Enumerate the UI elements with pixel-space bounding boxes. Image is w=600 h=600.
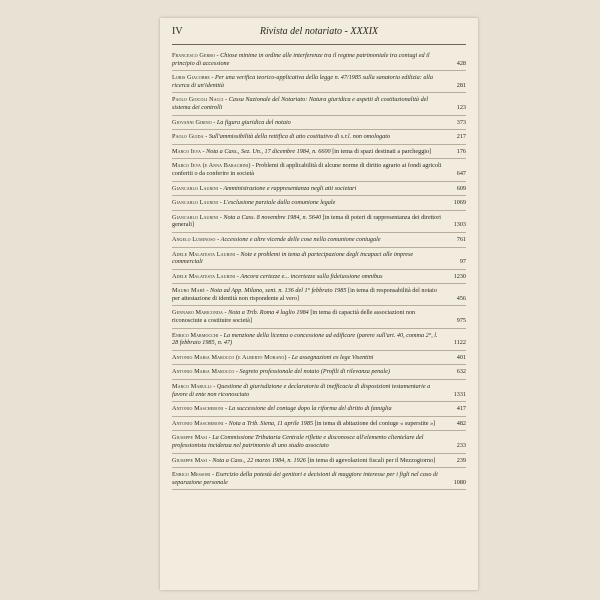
index-entry: Gennaro Mariconda - Nota a Trib. Roma 4 luglio 1984 [in tema di capacità delle associazioni non riconosciute a costituire società] 975 (172, 309, 466, 325)
entry-separator (172, 350, 466, 351)
entry-title: Nota a Trib. Roma 4 luglio 1984 (228, 309, 309, 317)
entry-page-number: 401 (456, 353, 466, 361)
header-rule (172, 44, 466, 45)
index-entry: Giancarlo Laurini - L'esclusione parziale dalla comunione legale 1069 (172, 199, 466, 207)
entry-title: La successione del coniuge dopo la riforma del diritto di famiglia (228, 405, 392, 413)
entry-separator (172, 364, 466, 365)
index-entry: Giuseppe Masi - La Commissione Tributaria Centrale riflette e disconosce all'elemento clientelare del professionista incidenza nel patrimonio di uno studio associato 233 (172, 434, 466, 449)
entry-title: Nota a Trib. Siena, 11 aprile 1985 (228, 419, 314, 427)
entry-author: Antonio Maria Marocco (172, 368, 235, 376)
index-entry: Giovanni Girino - La figura giuridica del notaio 373 (172, 118, 466, 126)
index-entry: Mauro Maré - Nota ad App. Milano, sent. n. 136 del 1° febbraio 1985 [in tema di responsabilità del notaio per attestazione di identità non rispondente al vero] 456 (172, 287, 466, 302)
entry-title: Nota ad App. Milano, sent. n. 136 del 1° febbraio 1985 (210, 287, 347, 295)
entry-author: Marco Marulli (172, 383, 212, 391)
entry-author: Adele Malatesta Laurini (172, 272, 236, 280)
entry-page-number: 428 (456, 59, 466, 67)
entry-note: [in tema di responsabilità del notaio per attestazione di identità non rispondente al vero] (172, 287, 437, 302)
index-entry: Antonio Mascheroni - La successione del coniuge dopo la riforma del diritto di famiglia 417 (172, 405, 466, 413)
entry-separator (172, 129, 466, 130)
index-entry: Marco Marulli - Questione di giurisdizione e declaratoria di inefficacia di disposizioni testamentarie a favore di ente non riconosciuto 1331 (172, 383, 466, 398)
entry-page-number: 1069 (453, 199, 466, 207)
entry-page-number: 482 (456, 419, 466, 427)
entry-separator (172, 232, 466, 233)
document-page (160, 18, 478, 590)
index-entry: Antonio Mascheroni - Nota a Trib. Siena, 11 aprile 1985 [in tema di abitazione del coniuge « superstite »] 482 (172, 419, 466, 427)
entry-author: Adele Malatesta Laurini (172, 250, 236, 258)
entry-title: Nota a Cass., Sez. Un., 17 dicembre 1984, n. 6600 (206, 147, 331, 155)
entry-author: Mauro Maré (172, 287, 205, 295)
entry-separator (172, 489, 466, 490)
entry-page-number: 975 (456, 317, 466, 325)
entry-author: Enrico Marmocchi (172, 331, 219, 339)
entry-page-number: 1303 (453, 221, 466, 229)
index-entry: Paolo Guida - Sull'ammissibilità della rettifica di atto costitutivo di s.r.l. non omologato 217 (172, 133, 466, 141)
entry-page-number: 609 (456, 184, 466, 192)
entry-separator (172, 158, 466, 159)
entry-separator (172, 70, 466, 71)
entry-title: La Commissione Tributaria Centrale riflette e disconosce all'elemento clientelare del professionista incidenza nel patrimonio di uno studio associato (172, 434, 424, 449)
entry-page-number: 1122 (453, 339, 466, 347)
index-entry: Giuseppe Masi - Nota a Cass., 22 marzo 1984, n. 1926 [in tema di agevolazioni fiscali per il Mezzogiorno] 239 (172, 456, 466, 464)
entry-separator (172, 453, 466, 454)
entry-title: La menzione della licenza o concessione ad edificare (parere sull'art. 40, comma 2°, l. 28 febbraio 1985, n. 47) (172, 331, 438, 347)
entry-separator (172, 467, 466, 468)
entry-note: [in tema di agevolazioni fiscali per il Mezzogiorno] (305, 456, 436, 464)
entry-author: Giovanni Girino (172, 118, 212, 126)
entry-author: Giuseppe Masi (172, 434, 208, 442)
index-entry: Antonio Maria Marocco - Segreto professionale del notaio (Profili di rilevanza penale) 632 (172, 368, 466, 376)
entry-separator (172, 210, 466, 211)
index-entry: Francesco Gerbo - Chiose minime in ordine alle interferenze tra il regime patrimoniale tra coniugi ed il principio di accessione 428 (172, 52, 466, 67)
entry-note: [in tema di capacità delle associazioni non riconosciute a costituire società] (172, 309, 416, 325)
index-entry: Marco Ieva - Nota a Cass., Sez. Un., 17 dicembre 1984, n. 6600 [in tema di spazi destinati a parcheggio] 176 (172, 147, 466, 155)
entry-page-number: 1230 (453, 272, 466, 280)
entry-author: Giuseppe Masi (172, 456, 208, 464)
entry-title: Amministrazione e rappresentanza negli atti societari (223, 184, 357, 192)
index-list (172, 52, 466, 493)
entry-page-number: 281 (456, 81, 466, 89)
entry-author: Antonio Maria Marocco (e Alberto Morano) (172, 353, 287, 361)
entry-separator (172, 92, 466, 93)
entry-title: Per una verifica teorico-applicativa della legge n. 47/1985 sulla sanatoria edilizia: alla ricerca di un'identità (172, 74, 433, 89)
entry-separator (172, 328, 466, 329)
entry-author: Francesco Gerbo (172, 52, 215, 59)
entry-separator (172, 247, 466, 248)
entry-title: Segreto professionale del notaio (Profili di rilevanza penale) (239, 368, 390, 376)
entry-title: L'esclusione parziale dalla comunione legale (223, 199, 336, 207)
entry-separator (172, 416, 466, 417)
entry-author: Giancarlo Laurini (172, 213, 219, 221)
entry-title: Accessione e altre vicende delle cose nella comunione coniugale (220, 235, 381, 243)
entry-note: [in tema di poteri di rappresentanza dei direttori generali] (172, 213, 442, 229)
page-header (172, 26, 466, 42)
entry-author: Gennaro Mariconda (172, 309, 223, 317)
entry-author: Enrico Messori (172, 471, 211, 479)
entry-page-number: 233 (456, 442, 466, 449)
entry-separator (172, 115, 466, 116)
entry-title: Sull'ammissibilità della rettifica di atto costitutivo di s.r.l. non omologato (208, 133, 391, 141)
running-title: Rivista del notariato - XXXIX (259, 26, 379, 37)
entry-page-number: 761 (456, 235, 466, 243)
entry-page-number: 456 (456, 294, 466, 302)
entry-note: [in tema di abitazione del coniuge « superstite »] (313, 419, 436, 427)
entry-title: Cassa Nazionale del Notariato: Natura giuridica e aspetti di costituzionalità del sistema dei controlli (172, 96, 429, 111)
entry-page-number: 123 (456, 103, 466, 111)
entry-title: Le assegnazioni ex lege Visentini (291, 353, 374, 361)
entry-title: La figura giuridica del notaio (216, 118, 291, 126)
entry-page-number: 632 (456, 368, 466, 376)
entry-page-number: 239 (456, 456, 466, 464)
index-entry: Adele Malatesta Laurini - Note e problemi in tema di partecipazione degli incapaci alle imprese commerciali 97 (172, 250, 466, 266)
entry-page-number: 373 (456, 118, 466, 126)
entry-title: Nota a Cass., 22 marzo 1984, n. 1926 (212, 456, 306, 464)
entry-page-number: 1331 (453, 390, 466, 398)
entry-separator (172, 195, 466, 196)
entry-page-number: 176 (456, 147, 466, 155)
entry-separator (172, 379, 466, 380)
index-entry: Enrico Messori - Esercizio della potestà dei genitori e decisioni di maggiore interesse per i figli nel caso di separazione personale 1080 (172, 471, 466, 486)
entry-title: Esercizio della potestà dei genitori e decisioni di maggiore interesse per i figli nel caso di separazione personale (172, 471, 438, 486)
entry-note: [in tema di spazi destinati a parcheggio] (330, 147, 432, 155)
index-entry: Paolo Giocoli Nacci - Cassa Nazionale del Notariato: Natura giuridica e aspetti di costituzionalità del sistema dei controlli 123 (172, 96, 466, 111)
page-number: IV (172, 26, 183, 37)
entry-separator (172, 283, 466, 284)
entry-page-number: 647 (456, 169, 466, 177)
entry-page-number: 1080 (453, 478, 466, 486)
entry-author: Marco Ieva (e Anna Barachini) (172, 162, 251, 170)
entry-separator (172, 401, 466, 402)
index-entry: Antonio Maria Marocco (e Alberto Morano) - Le assegnazioni ex lege Visentini 401 (172, 353, 466, 361)
index-entry: Marco Ieva (e Anna Barachini) - Problemi di applicabilità di alcune norme di diritto agrario ai fondi agricoli conferiti o da conferire in società 647 (172, 162, 466, 177)
entry-author: Angelo Luminoso (172, 235, 216, 243)
entry-separator (172, 269, 466, 270)
entry-author: Paolo Guida (172, 133, 204, 141)
entry-page-number: 217 (456, 133, 466, 141)
entry-author: Antonio Mascheroni (172, 419, 224, 427)
index-entry: Giancarlo Laurini - Amministrazione e rappresentanza negli atti societari 609 (172, 184, 466, 192)
entry-author: Giancarlo Laurini (172, 199, 219, 207)
entry-title: Nota a Cass. 8 novembre 1984, n. 5640 (223, 213, 322, 221)
index-entry: Angelo Luminoso - Accessione e altre vicende delle cose nella comunione coniugale 761 (172, 235, 466, 243)
entry-separator (172, 181, 466, 182)
index-entry: Loris Giacobbe - Per una verifica teorico-applicativa della legge n. 47/1985 sulla sanatoria edilizia: alla ricerca di un'identità 281 (172, 74, 466, 89)
index-entry: Enrico Marmocchi - La menzione della licenza o concessione ad edificare (parere sull'art. 40, comma 2°, l. 28 febbraio 1985, n. 47) 1122 (172, 331, 466, 347)
entry-title: Note e problemi in tema di partecipazione degli incapaci alle imprese commerciali (172, 250, 414, 266)
index-entry: Giancarlo Laurini - Nota a Cass. 8 novembre 1984, n. 5640 [in tema di poteri di rappresentanza dei direttori generali] 1303 (172, 213, 466, 229)
entry-separator (172, 144, 466, 145)
entry-author: Giancarlo Laurini (172, 184, 219, 192)
entry-title: Ancora certezze e... incertezze sulla fideiussione omnibus (240, 272, 383, 280)
entry-title: Chiose minime in ordine alle interferenze tra il regime patrimoniale tra coniugi ed il principio di accessione (172, 52, 430, 67)
entry-page-number: 97 (459, 258, 466, 266)
entry-author: Loris Giacobbe (172, 74, 210, 82)
entry-separator (172, 430, 466, 431)
entry-author: Marco Ieva (172, 147, 201, 155)
entry-author: Antonio Mascheroni (172, 405, 224, 413)
entry-separator (172, 305, 466, 306)
entry-page-number: 417 (456, 405, 466, 413)
entry-author: Paolo Giocoli Nacci (172, 96, 224, 104)
entry-title: Questione di giurisdizione e declaratoria di inefficacia di disposizioni testamentarie a favore di ente non riconosciuto (172, 383, 431, 398)
index-entry: Adele Malatesta Laurini - Ancora certezze e... incertezze sulla fideiussione omnibus 1230 (172, 272, 466, 280)
entry-note: Problemi di applicabilità di alcune norme di diritto agrario ai fondi agricoli conferiti o da conferire in società (172, 162, 442, 177)
